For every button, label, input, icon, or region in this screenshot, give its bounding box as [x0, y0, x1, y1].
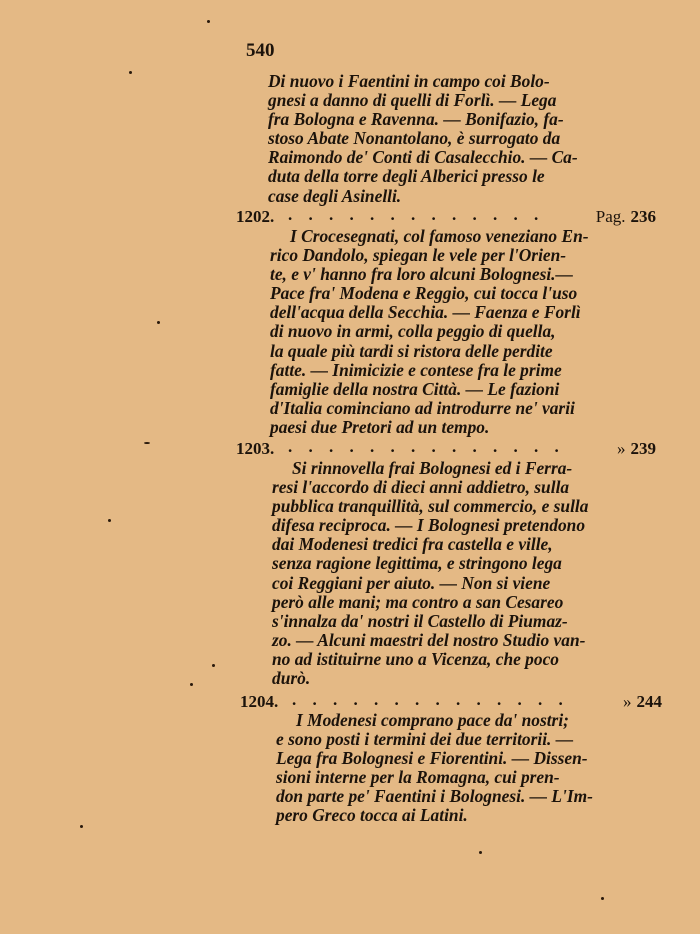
paper-speck: [157, 321, 160, 324]
entry-text-1204: I Modenesi comprano pace da' nostri; e sono posti i termini dei due territorii. — Lega fra Bolognesi e Fiorentini. — Dissen- sioni interne per la Romagna, cui pren- don parte pe' Faentini i Bolognesi. — L'Im- pero Greco tocca ai Latini.: [276, 710, 593, 826]
page-number: 540: [246, 40, 275, 61]
paper-speck: [108, 519, 111, 522]
paper-speck: [80, 825, 83, 828]
paper-speck: [212, 664, 215, 667]
page-ref-number: 244: [636, 692, 662, 711]
page-prefix: »: [623, 692, 632, 711]
leader-dots: . . . . . . . . . . . . . .: [288, 437, 565, 456]
leader-dots: . . . . . . . . . . . . .: [288, 205, 545, 224]
paper-speck: [190, 683, 193, 686]
intro-paragraph: Di nuovo i Faentini in campo coi Bolo- gnesi a danno di quelli di Forlì. — Lega fra Bologna e Ravenna. — Bonifazio, fa- stoso Abate Nonantolano, è surrogato da Raimondo de' Conti di Casalecchio. — Ca- duta della torre degli Alberici presso le case degli Asinelli.: [268, 71, 578, 206]
entry-text-1202: I Crocesegnati, col famoso veneziano En- rico Dandolo, spiegan le vele per l'Orien- te, e v' hanno fra loro alcuni Bolognesi.— Pace fra' Modena e Reggio, cui tocca l'uso dell'acqua della Secchia. — Faenza e Forlì di nuovo in armi, colla peggio di quella, la quale più tardi si ristora delle perdite fatte. — Inimicizie e contese fra le prime famiglie della nostra Città. — Le fazioni d'Italia cominciano ad introdurre ne' varii paesi due Pretori ad un tempo.: [270, 226, 589, 437]
leader-dots: . . . . . . . . . . . . . .: [292, 690, 569, 709]
page-prefix: »: [617, 439, 626, 458]
page-prefix: Pag.: [595, 207, 626, 226]
entry-year: 1204.: [240, 692, 279, 711]
page-reference: [617, 439, 656, 459]
paper-speck: [207, 20, 210, 23]
page-ref-number: 239: [630, 439, 656, 458]
entry-year: 1203.: [236, 439, 275, 458]
page-reference: [596, 207, 656, 227]
page-reference: [623, 692, 662, 712]
paper-speck: [129, 71, 132, 74]
page-ref-number: 236: [630, 207, 656, 226]
paper-speck: [144, 442, 150, 444]
paper-speck: [601, 897, 604, 900]
paper-speck: [479, 851, 482, 854]
entry-text-1203: Si rinnovella frai Bolognesi ed i Ferra- resi l'accordo di dieci anni addietro, sulla pubblica tranquillità, sul commercio, e sulla difesa reciproca. — I Bolognesi pretendono dai Modenesi tredici fra castella e ville, senza ragione legittima, e stringono lega coi Reggiani per aiuto. — Non si viene però alle mani; ma contro a san Cesareo s'innalza da' nostri il Castello di Piumaz- zo. — Alcuni maestri del nostro Studio van- no ad istituirne uno a Vicenza, che poco durò.: [272, 458, 589, 689]
entry-year: 1202.: [236, 207, 275, 226]
